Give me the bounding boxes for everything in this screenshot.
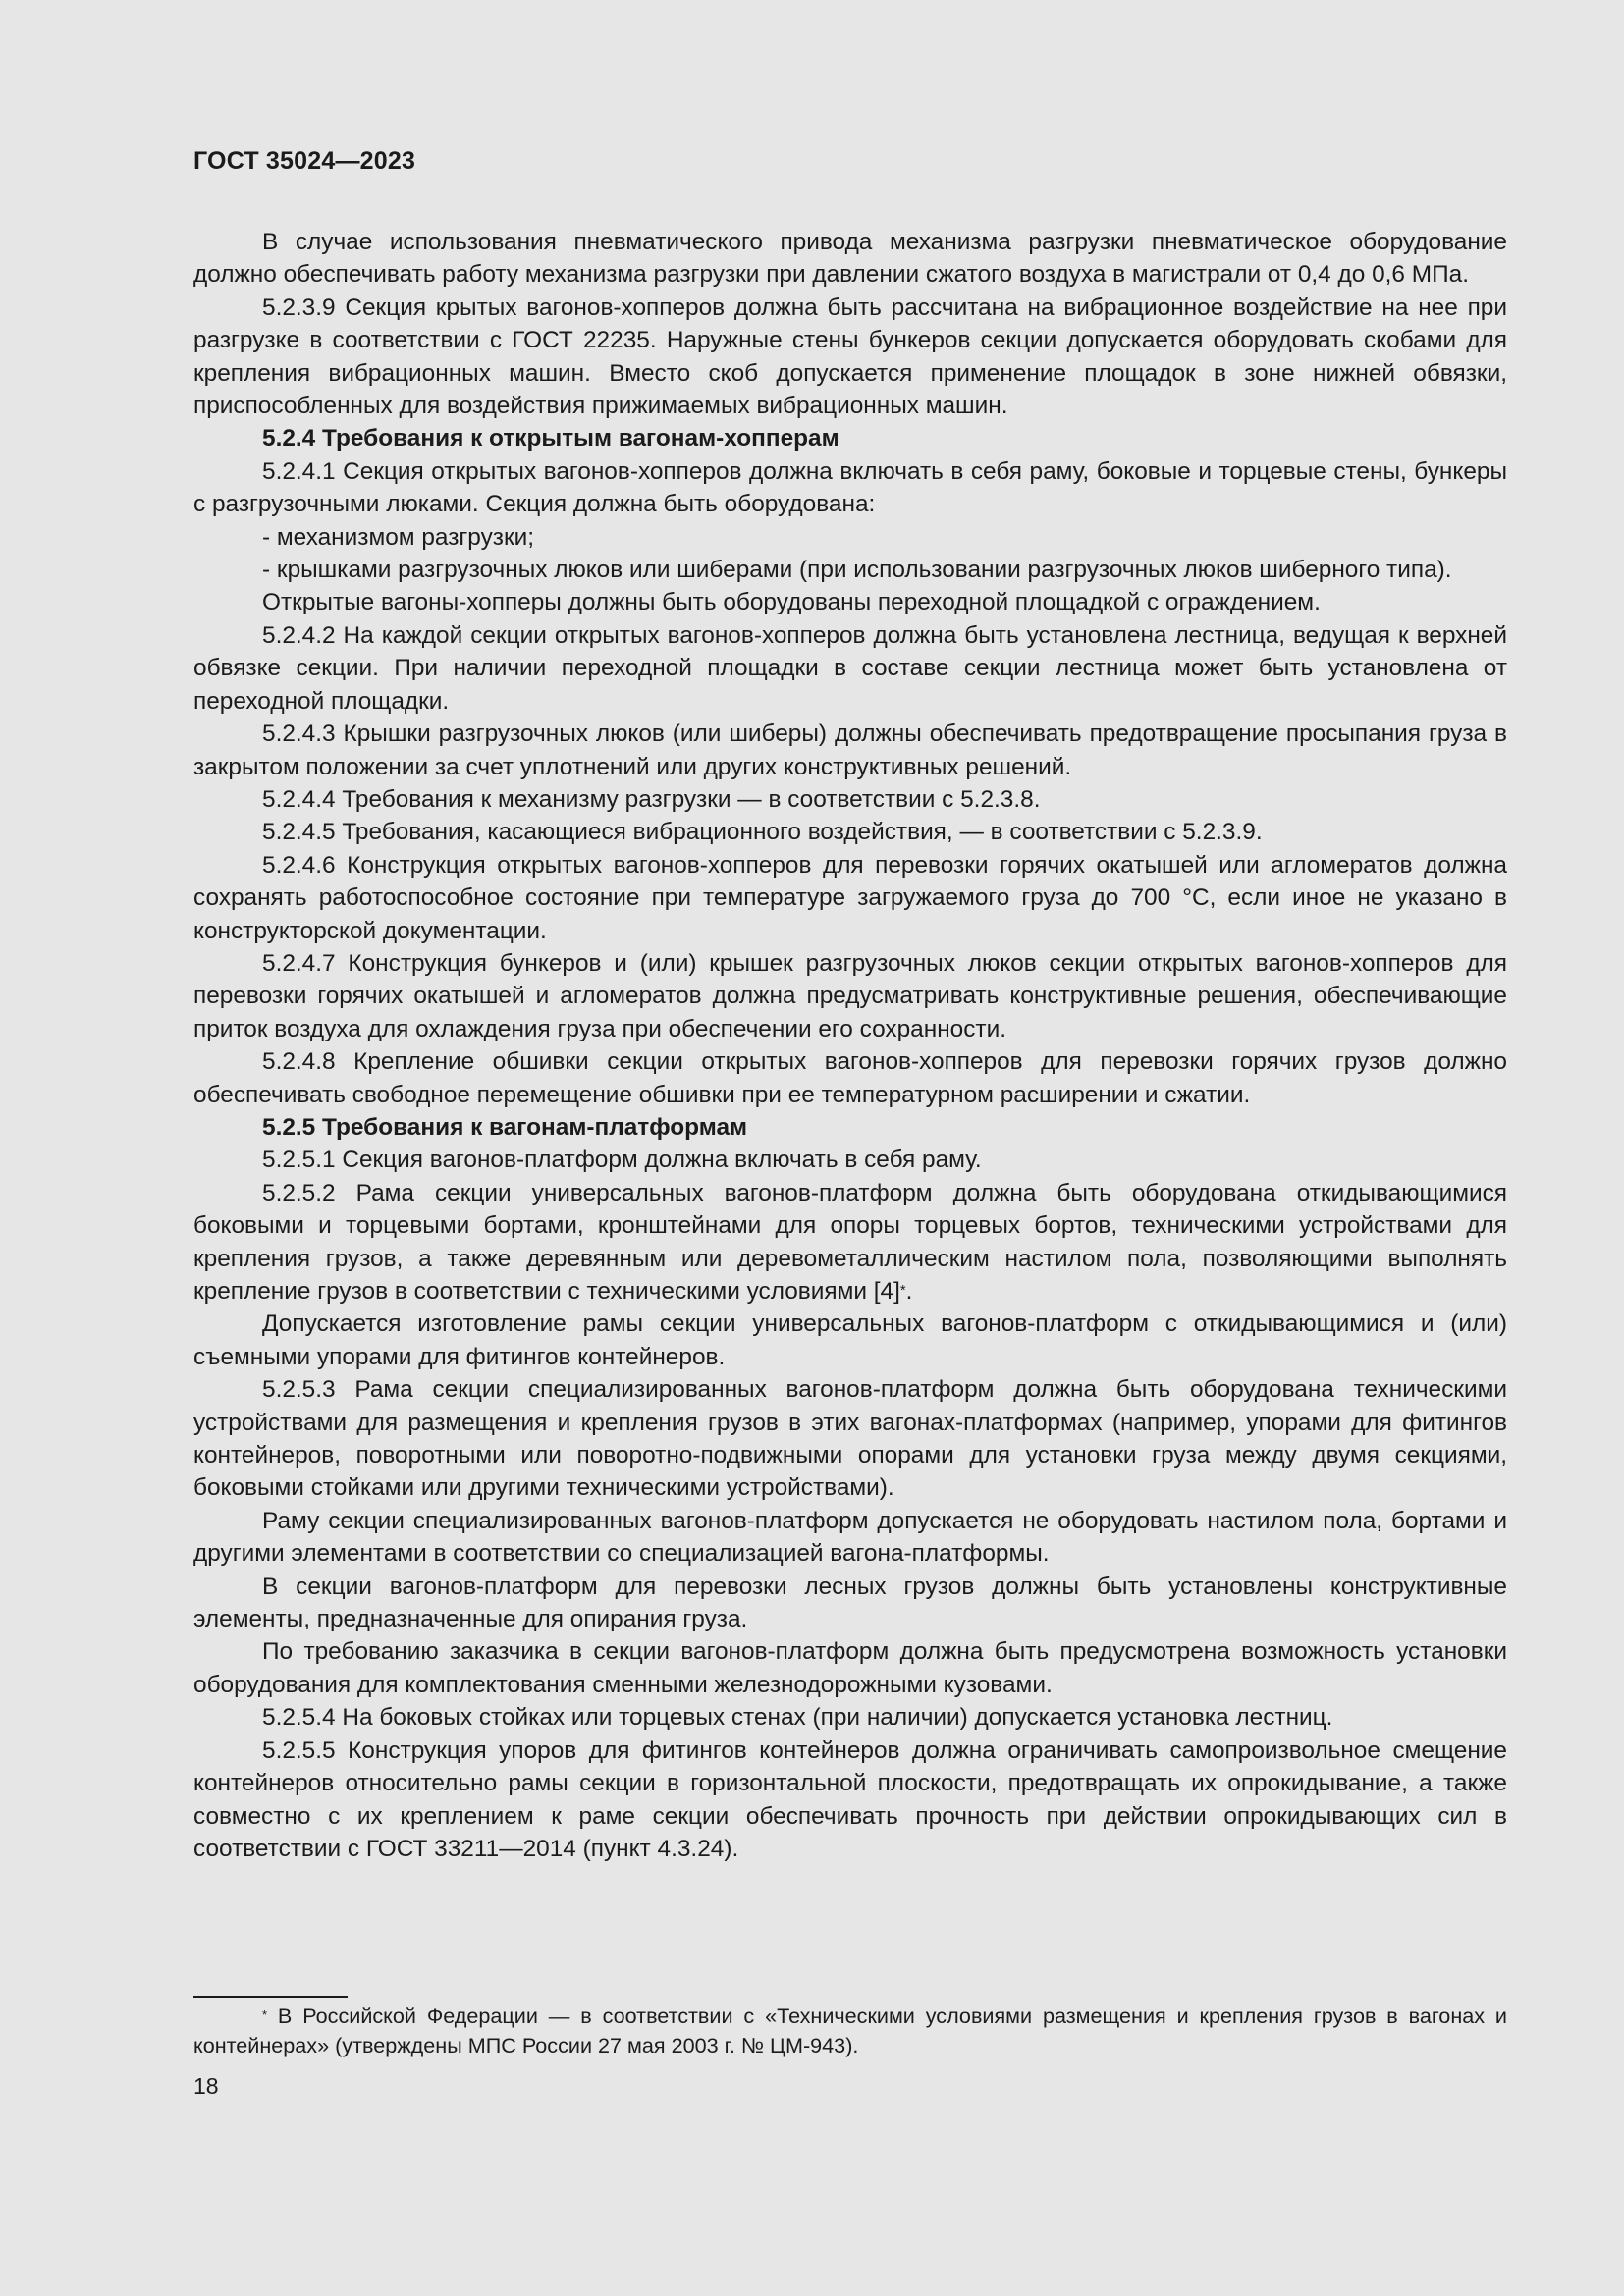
- footnote-reference[interactable]: *: [899, 1282, 906, 1299]
- paragraph: По требованию заказчика в секции вагонов-платформ должна быть предусмотрена возможность установки оборудования для комплектования сменными железнодорожными кузовами.: [193, 1638, 1507, 1698]
- paragraph-5-2-5-4: 5.2.5.4 На боковых стойках или торцевых стенах (при наличии) допускается установка лестниц.: [262, 1704, 1333, 1732]
- section-heading-5-2-5: 5.2.5 Требования к вагонам-платформам: [262, 1113, 748, 1141]
- running-header: ГОСТ 35024—2023: [193, 147, 416, 175]
- paragraph: В секции вагонов-платформ для перевозки лесных грузов должны быть установлены конструктивные элементы, предназначенные для опирания груза.: [193, 1573, 1507, 1633]
- paragraph-5-2-5-2: [193, 1177, 1507, 1308]
- paragraph-5-2-5-3: 5.2.5.3 Рама секции специализированных вагонов-платформ должна быть оборудована техническими устройствами для размещения и крепления грузов в этих вагонах-платформах (например, упорами для фитингов контейнеров, поворотными или поворотно-подвижными опорами для установки груза между двумя секциями, боковыми стойками или другими техническими устройствами).: [193, 1376, 1507, 1502]
- paragraph-5-2-5-5: 5.2.5.5 Конструкция упоров для фитингов контейнеров должна ограничивать самопроизвольное смещение контейнеров относительно рамы секции в горизонтальной плоскости, предотвращать их опрокидывание, а также совместно с их креплением к раме секции обеспечивать прочность при действии опрокидывающих сил в соответствии с ГОСТ 33211—2014 (пункт 4.3.24).: [193, 1736, 1507, 1862]
- paragraph: В случае использования пневматического привода механизма разгрузки пневматическое оборудование должно обеспечивать работу механизма разгрузки при давлении сжатого воздуха в магистрали от 0,4 до 0,6 МПа.: [193, 229, 1507, 289]
- footnote-mark: *: [262, 2007, 268, 2023]
- section-heading-5-2-4: 5.2.4 Требования к открытым вагонам-хопперам: [262, 425, 839, 453]
- paragraph-5-2-4-2: 5.2.4.2 На каждой секции открытых вагонов-хопперов должна быть установлена лестница, ведущая к верхней обвязке секции. При наличии переходной площадки в составе секции лестница может быть установлена от переходной площадки.: [193, 621, 1507, 715]
- paragraph-5-2-4-8: 5.2.4.8 Крепление обшивки секции открытых вагонов-хопперов для перевозки горячих грузов должно обеспечивать свободное перемещение обшивки при ее температурном расширении и сжатии.: [193, 1048, 1507, 1108]
- paragraph-5-2-5-1: 5.2.5.1 Секция вагонов-платформ должна включать в себя раму.: [262, 1147, 982, 1174]
- paragraph-5-2-4-5: 5.2.4.5 Требования, касающиеся вибрационного воздействия, — в соответствии с 5.2.3.9.: [262, 819, 1263, 846]
- footnote-text: В Российской Федерации — в соответствии с «Техническими условиями размещения и крепления грузов в вагонах и контейнерах» (утверждены МПС России 27 мая 2003 г. № ЦМ-943).: [193, 2003, 1507, 2057]
- paragraph-5-2-4-3: 5.2.4.3 Крышки разгрузочных люков (или шиберы) должны обеспечивать предотвращение просыпания груза в закрытом положении за счет уплотнений или других конструктивных решений.: [193, 721, 1507, 780]
- paragraph-5-2-4-7: 5.2.4.7 Конструкция бункеров и (или) крышек разгрузочных люков секции открытых вагонов-хопперов для перевозки горячих окатышей и агломератов должна предусматривать конструктивные решения, обеспечивающие приток воздуха для охлаждения груза при обеспечении его сохранности.: [193, 949, 1507, 1042]
- list-item: - крышками разгрузочных люков или шиберами (при использовании разгрузочных люков шиберного типа).: [262, 557, 1452, 584]
- main-text: [193, 226, 1507, 1865]
- paragraph: Допускается изготовление рамы секции универсальных вагонов-платформ с откидывающимися и (или) съемными упорами для фитингов контейнеров.: [193, 1310, 1507, 1370]
- paragraph-5-2-3-9: 5.2.3.9 Секция крытых вагонов-хопперов должна быть рассчитана на вибрационное воздействие на нее при разгрузке в соответствии с ГОСТ 22235. Наружные стены бункеров секции допускается оборудовать скобами для крепления вибрационных машин. Вместо скоб допускается применение площадок в зоне нижней обвязки, приспособленных для воздействия прижимаемых вибрационных машин.: [193, 294, 1507, 420]
- paragraph: Раму секции специализированных вагонов-платформ допускается не оборудовать настилом пола, бортами и другими элементами в соответствии со специализацией вагона-платформы.: [193, 1507, 1507, 1568]
- paragraph-5-2-4-1: 5.2.4.1 Секция открытых вагонов-хопперов должна включать в себя раму, боковые и торцевые стены, бункеры с разгрузочными люками. Секция должна быть оборудована:: [193, 457, 1507, 518]
- paragraph: Открытые вагоны-хопперы должны быть оборудованы переходной площадкой с ограждением.: [262, 589, 1321, 616]
- page-number: 18: [193, 2073, 219, 2099]
- footnote-divider: [193, 1996, 348, 1998]
- paragraph-5-2-4-6: 5.2.4.6 Конструкция открытых вагонов-хопперов для перевозки горячих окатышей или агломератов должна сохранять работоспособное состояние при температуре загружаемого груза до 700 °С, если иное не указано в конструкторской документации.: [193, 851, 1507, 944]
- paragraph-text: 5.2.5.2 Рама секции универсальных вагонов-платформ должна быть оборудована откидывающимися боковыми и торцевыми бортами, кронштейнами для опоры торцевых бортов, техническими устройствами для крепления грузов, а также деревянным или деревометаллическим настилом пола, позволяющими выполнять крепление грузов в соответствии с техническими условиями [4]: [193, 1179, 1507, 1305]
- footnote: [193, 2002, 1507, 2060]
- paragraph-end: .: [905, 1278, 913, 1305]
- list-item: - механизмом разгрузки;: [262, 523, 535, 551]
- paragraph-5-2-4-4: 5.2.4.4 Требования к механизму разгрузки — в соответствии с 5.2.3.8.: [262, 785, 1041, 813]
